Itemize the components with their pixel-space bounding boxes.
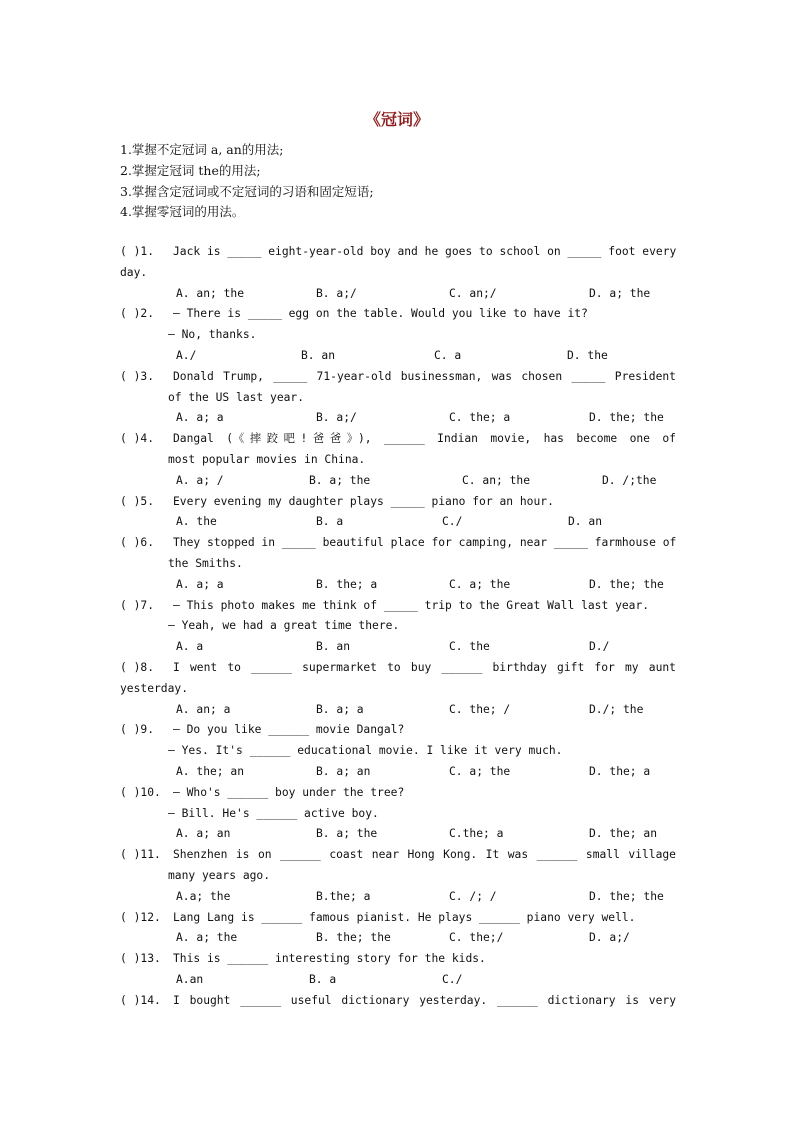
option-c[interactable]: C. /; / xyxy=(449,889,497,903)
question-stem: — Do you like ______ movie Dangal? xyxy=(173,723,405,737)
option-a[interactable]: A. a; the xyxy=(176,931,238,945)
answer-bracket: ( )2. xyxy=(120,307,155,321)
options-row xyxy=(120,284,676,305)
question-stem: — Who's ______ boy under the tree? xyxy=(173,785,405,799)
option-b[interactable]: B. a; the xyxy=(309,473,371,487)
option-b[interactable]: B. a;/ xyxy=(316,411,357,425)
option-d[interactable]: D./; the xyxy=(589,702,644,716)
options-row xyxy=(120,700,676,721)
option-d[interactable]: D. a;/ xyxy=(589,931,630,945)
question-item xyxy=(120,949,676,991)
answer-bracket: ( )4. xyxy=(120,432,155,446)
option-b[interactable]: B. a; a xyxy=(316,702,364,716)
question-continuation: — Bill. He's ______ active boy. xyxy=(168,806,379,820)
option-a[interactable]: A. an; the xyxy=(176,286,245,300)
question-item xyxy=(120,658,676,720)
answer-bracket: ( )7. xyxy=(120,598,155,612)
option-b[interactable]: B. the; a xyxy=(316,577,378,591)
option-c[interactable]: C. the;/ xyxy=(449,931,504,945)
question-stem: Shenzhen is on ______ coast near Hong Kong. It was ______ small village xyxy=(173,848,676,862)
question-stem: Jack is _____ eight-year-old boy and he goes to school on _____ foot every xyxy=(173,245,676,258)
option-a[interactable]: A. the; an xyxy=(176,764,245,778)
question-item xyxy=(120,429,676,491)
question-continuation: day. xyxy=(120,265,148,279)
option-c[interactable]: C. the; a xyxy=(449,411,511,425)
question-list xyxy=(120,242,676,1011)
answer-bracket: ( )10. xyxy=(120,785,161,799)
option-b[interactable]: B. the; the xyxy=(316,931,391,945)
goal-item: 3.掌握含定冠词或不定冠词的习语和固定短语; xyxy=(120,183,374,199)
question-item xyxy=(120,991,676,1012)
answer-bracket: ( )14. xyxy=(120,993,161,1007)
question-continuation: — Yes. It's ______ educational movie. I like it very much. xyxy=(168,744,563,758)
answer-bracket: ( )5. xyxy=(120,494,155,508)
answer-bracket: ( )1. xyxy=(120,245,155,258)
question-stem: Dangal (《摔跤吧!爸爸》), ______ Indian movie, has become one of xyxy=(173,432,676,446)
options-row xyxy=(120,637,676,658)
question-stem: — There is _____ egg on the table. Would you like to have it? xyxy=(173,307,588,321)
option-a[interactable]: A. a; / xyxy=(176,473,224,487)
option-c[interactable]: C. an; the xyxy=(462,473,531,487)
option-d[interactable]: D. an xyxy=(568,515,603,529)
options-row xyxy=(120,408,676,429)
question-item xyxy=(120,492,676,534)
question-continuation: — No, thanks. xyxy=(168,328,257,342)
answer-bracket: ( )8. xyxy=(120,660,155,674)
option-d[interactable]: D. a; the xyxy=(589,286,651,300)
question-stem: I went to ______ supermarket to buy ______ birthday gift for my aunt xyxy=(173,660,676,674)
option-b[interactable]: B. a xyxy=(316,515,344,529)
options-row xyxy=(120,575,676,596)
option-b[interactable]: B. a; an xyxy=(316,764,371,778)
option-a[interactable]: A.an xyxy=(176,972,204,986)
question-continuation: many years ago. xyxy=(168,868,271,882)
option-c[interactable]: C.the; a xyxy=(449,827,504,841)
options-row xyxy=(120,928,676,949)
page-title: 《冠词》 xyxy=(364,110,429,129)
question-continuation: — Yeah, we had a great time there. xyxy=(168,619,400,633)
option-a[interactable]: A. a; an xyxy=(176,827,231,841)
question-stem: They stopped in _____ beautiful place for camping, near _____ farmhouse of xyxy=(173,536,676,550)
goal-item: 1.掌握不定冠词 a, an的用法; xyxy=(120,142,284,157)
answer-bracket: ( )3. xyxy=(120,369,155,383)
option-d[interactable]: D. the; the xyxy=(589,577,664,591)
option-c[interactable]: C./ xyxy=(442,515,463,529)
option-d[interactable]: D. the; a xyxy=(589,764,651,778)
option-c[interactable]: C. the xyxy=(449,640,490,654)
option-a[interactable]: A. a; a xyxy=(176,411,224,425)
option-b[interactable]: B. an xyxy=(301,348,336,362)
option-a[interactable]: A. the xyxy=(176,515,217,529)
option-a[interactable]: A./ xyxy=(176,348,197,362)
option-d[interactable]: D. /;the xyxy=(602,473,657,487)
option-c[interactable]: C. a; the xyxy=(449,764,511,778)
option-b[interactable]: B. a; the xyxy=(316,827,378,841)
option-a[interactable]: A. a; a xyxy=(176,577,224,591)
answer-bracket: ( )13. xyxy=(120,952,161,966)
option-d[interactable]: D. the; the xyxy=(589,889,664,903)
question-item xyxy=(120,596,676,658)
goal-item: 2.掌握定冠词 the的用法; xyxy=(120,162,261,178)
question-item xyxy=(120,908,676,950)
option-c[interactable]: C. a xyxy=(434,348,462,362)
option-d[interactable]: D. the xyxy=(567,348,608,362)
option-a[interactable]: A. an; a xyxy=(176,702,231,716)
question-continuation: yesterday. xyxy=(120,681,189,695)
options-row xyxy=(120,970,676,991)
options-row xyxy=(120,824,676,845)
goal-item: 4.掌握零冠词的用法。 xyxy=(120,204,245,220)
options-row xyxy=(120,762,676,783)
question-stem: Lang Lang is ______ famous pianist. He plays ______ piano very well. xyxy=(173,910,636,924)
question-continuation: of the US last year. xyxy=(168,390,305,404)
question-item xyxy=(120,304,676,366)
question-item xyxy=(120,845,676,907)
option-d[interactable]: D./ xyxy=(589,640,610,654)
question-stem: Donald Trump, _____ 71-year-old businessman, was chosen _____ President xyxy=(173,369,676,383)
option-b[interactable]: B. an xyxy=(316,640,351,654)
question-stem: This is ______ interesting story for the kids. xyxy=(173,952,486,966)
question-item xyxy=(120,367,676,429)
learning-goals xyxy=(120,140,374,223)
question-stem: Every evening my daughter plays _____ piano for an hour. xyxy=(173,494,554,508)
answer-bracket: ( )9. xyxy=(120,723,155,737)
option-d[interactable]: D. the; the xyxy=(589,411,664,425)
answer-bracket: ( )6. xyxy=(120,536,155,550)
question-stem: I bought ______ useful dictionary yesterday. ______ dictionary is very xyxy=(173,993,676,1007)
options-row xyxy=(120,887,676,908)
options-row xyxy=(120,471,676,492)
question-item xyxy=(120,242,676,304)
option-a[interactable]: A.a; the xyxy=(176,889,231,903)
options-row xyxy=(120,346,676,367)
option-b[interactable]: B. a xyxy=(309,972,337,986)
option-b[interactable]: B. a;/ xyxy=(316,286,357,300)
answer-bracket: ( )11. xyxy=(120,848,161,862)
option-d[interactable]: D. the; an xyxy=(589,827,658,841)
question-item xyxy=(120,533,676,595)
question-item xyxy=(120,720,676,782)
option-a[interactable]: A. a xyxy=(176,640,204,654)
option-b[interactable]: B.the; a xyxy=(316,889,371,903)
option-c[interactable]: C./ xyxy=(442,972,463,986)
question-continuation: most popular movies in China. xyxy=(168,452,366,466)
question-stem: — This photo makes me think of _____ trip to the Great Wall last year. xyxy=(173,598,650,612)
question-continuation: the Smiths. xyxy=(168,556,243,570)
options-row xyxy=(120,512,676,533)
option-c[interactable]: C. the; / xyxy=(449,702,511,716)
answer-bracket: ( )12. xyxy=(120,910,161,924)
option-c[interactable]: C. an;/ xyxy=(449,286,497,300)
question-item xyxy=(120,783,676,845)
option-c[interactable]: C. a; the xyxy=(449,577,511,591)
